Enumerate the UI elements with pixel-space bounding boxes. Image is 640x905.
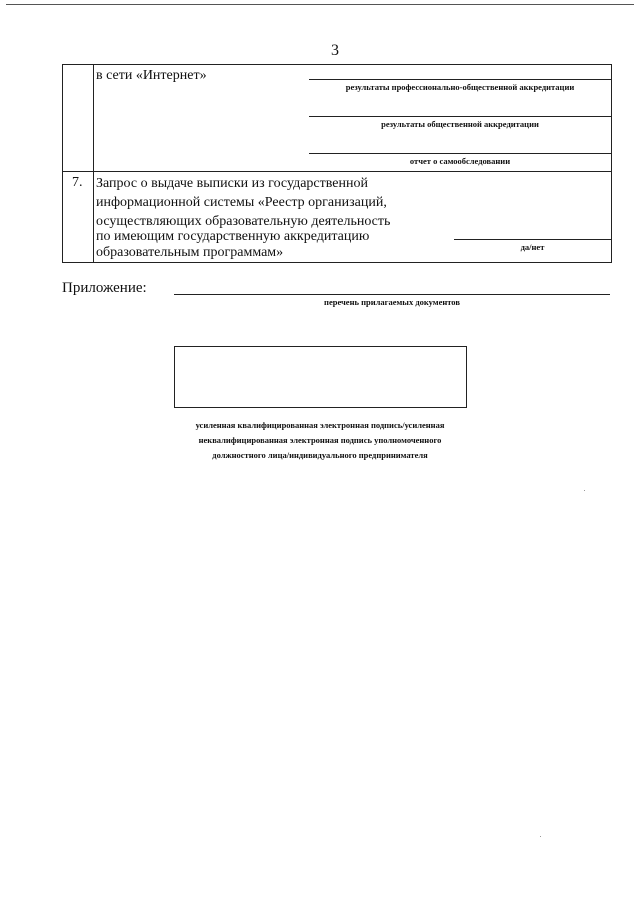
signature-box — [174, 346, 467, 408]
yes-no-field-line — [454, 239, 611, 240]
prof-accreditation-field-line — [309, 79, 611, 80]
row-7-label-line-2: информационной системы «Реестр организаций, — [96, 195, 387, 210]
self-assessment-field-line — [309, 153, 611, 154]
table-right-rule — [611, 64, 612, 263]
page-number: 3 — [331, 42, 339, 59]
signature-caption-line-2: неквалифицированная электронная подпись уполномоченного — [198, 435, 442, 445]
form-table — [62, 64, 612, 263]
signature-caption — [150, 418, 490, 463]
signature-caption-line-1: усиленная квалифицированная электронная подпись/усиленная — [195, 420, 445, 430]
signature-caption-line-3: должностного лица/индивидуального предпринимателя — [212, 450, 428, 460]
self-assessment-caption: отчет о самообследовании — [409, 156, 511, 166]
row-7-label-line-5: образовательным программам» — [96, 245, 284, 260]
yes-no-caption: да/нет — [520, 242, 545, 252]
table-number-column-rule — [93, 64, 94, 263]
table-bottom-rule — [62, 262, 612, 263]
public-accreditation-field-line — [309, 116, 611, 117]
attachment-label: Приложение: — [62, 280, 147, 296]
prof-accreditation-caption: результаты профессионально-общественной аккредитации — [345, 82, 575, 92]
scan-speck — [540, 836, 541, 837]
page-edge-line — [6, 4, 634, 5]
row-7-label-line-4: по имеющим государственную аккредитацию — [96, 229, 370, 244]
row-1-label: в сети «Интернет» — [96, 68, 207, 83]
attachment-caption: перечень прилагаемых документов — [324, 297, 460, 307]
table-left-rule — [62, 64, 63, 263]
table-top-rule — [62, 64, 612, 65]
table-row-divider — [62, 171, 612, 172]
public-accreditation-caption: результаты общественной аккредитации — [381, 119, 539, 129]
row-7-number: 7. — [72, 175, 83, 190]
row-7-label-line-3: осуществляющих образовательную деятельность — [96, 214, 391, 229]
scan-speck — [584, 490, 585, 491]
attachment-field-line — [174, 294, 610, 295]
row-7-label-line-1: Запрос о выдаче выписки из государственной — [96, 176, 368, 191]
